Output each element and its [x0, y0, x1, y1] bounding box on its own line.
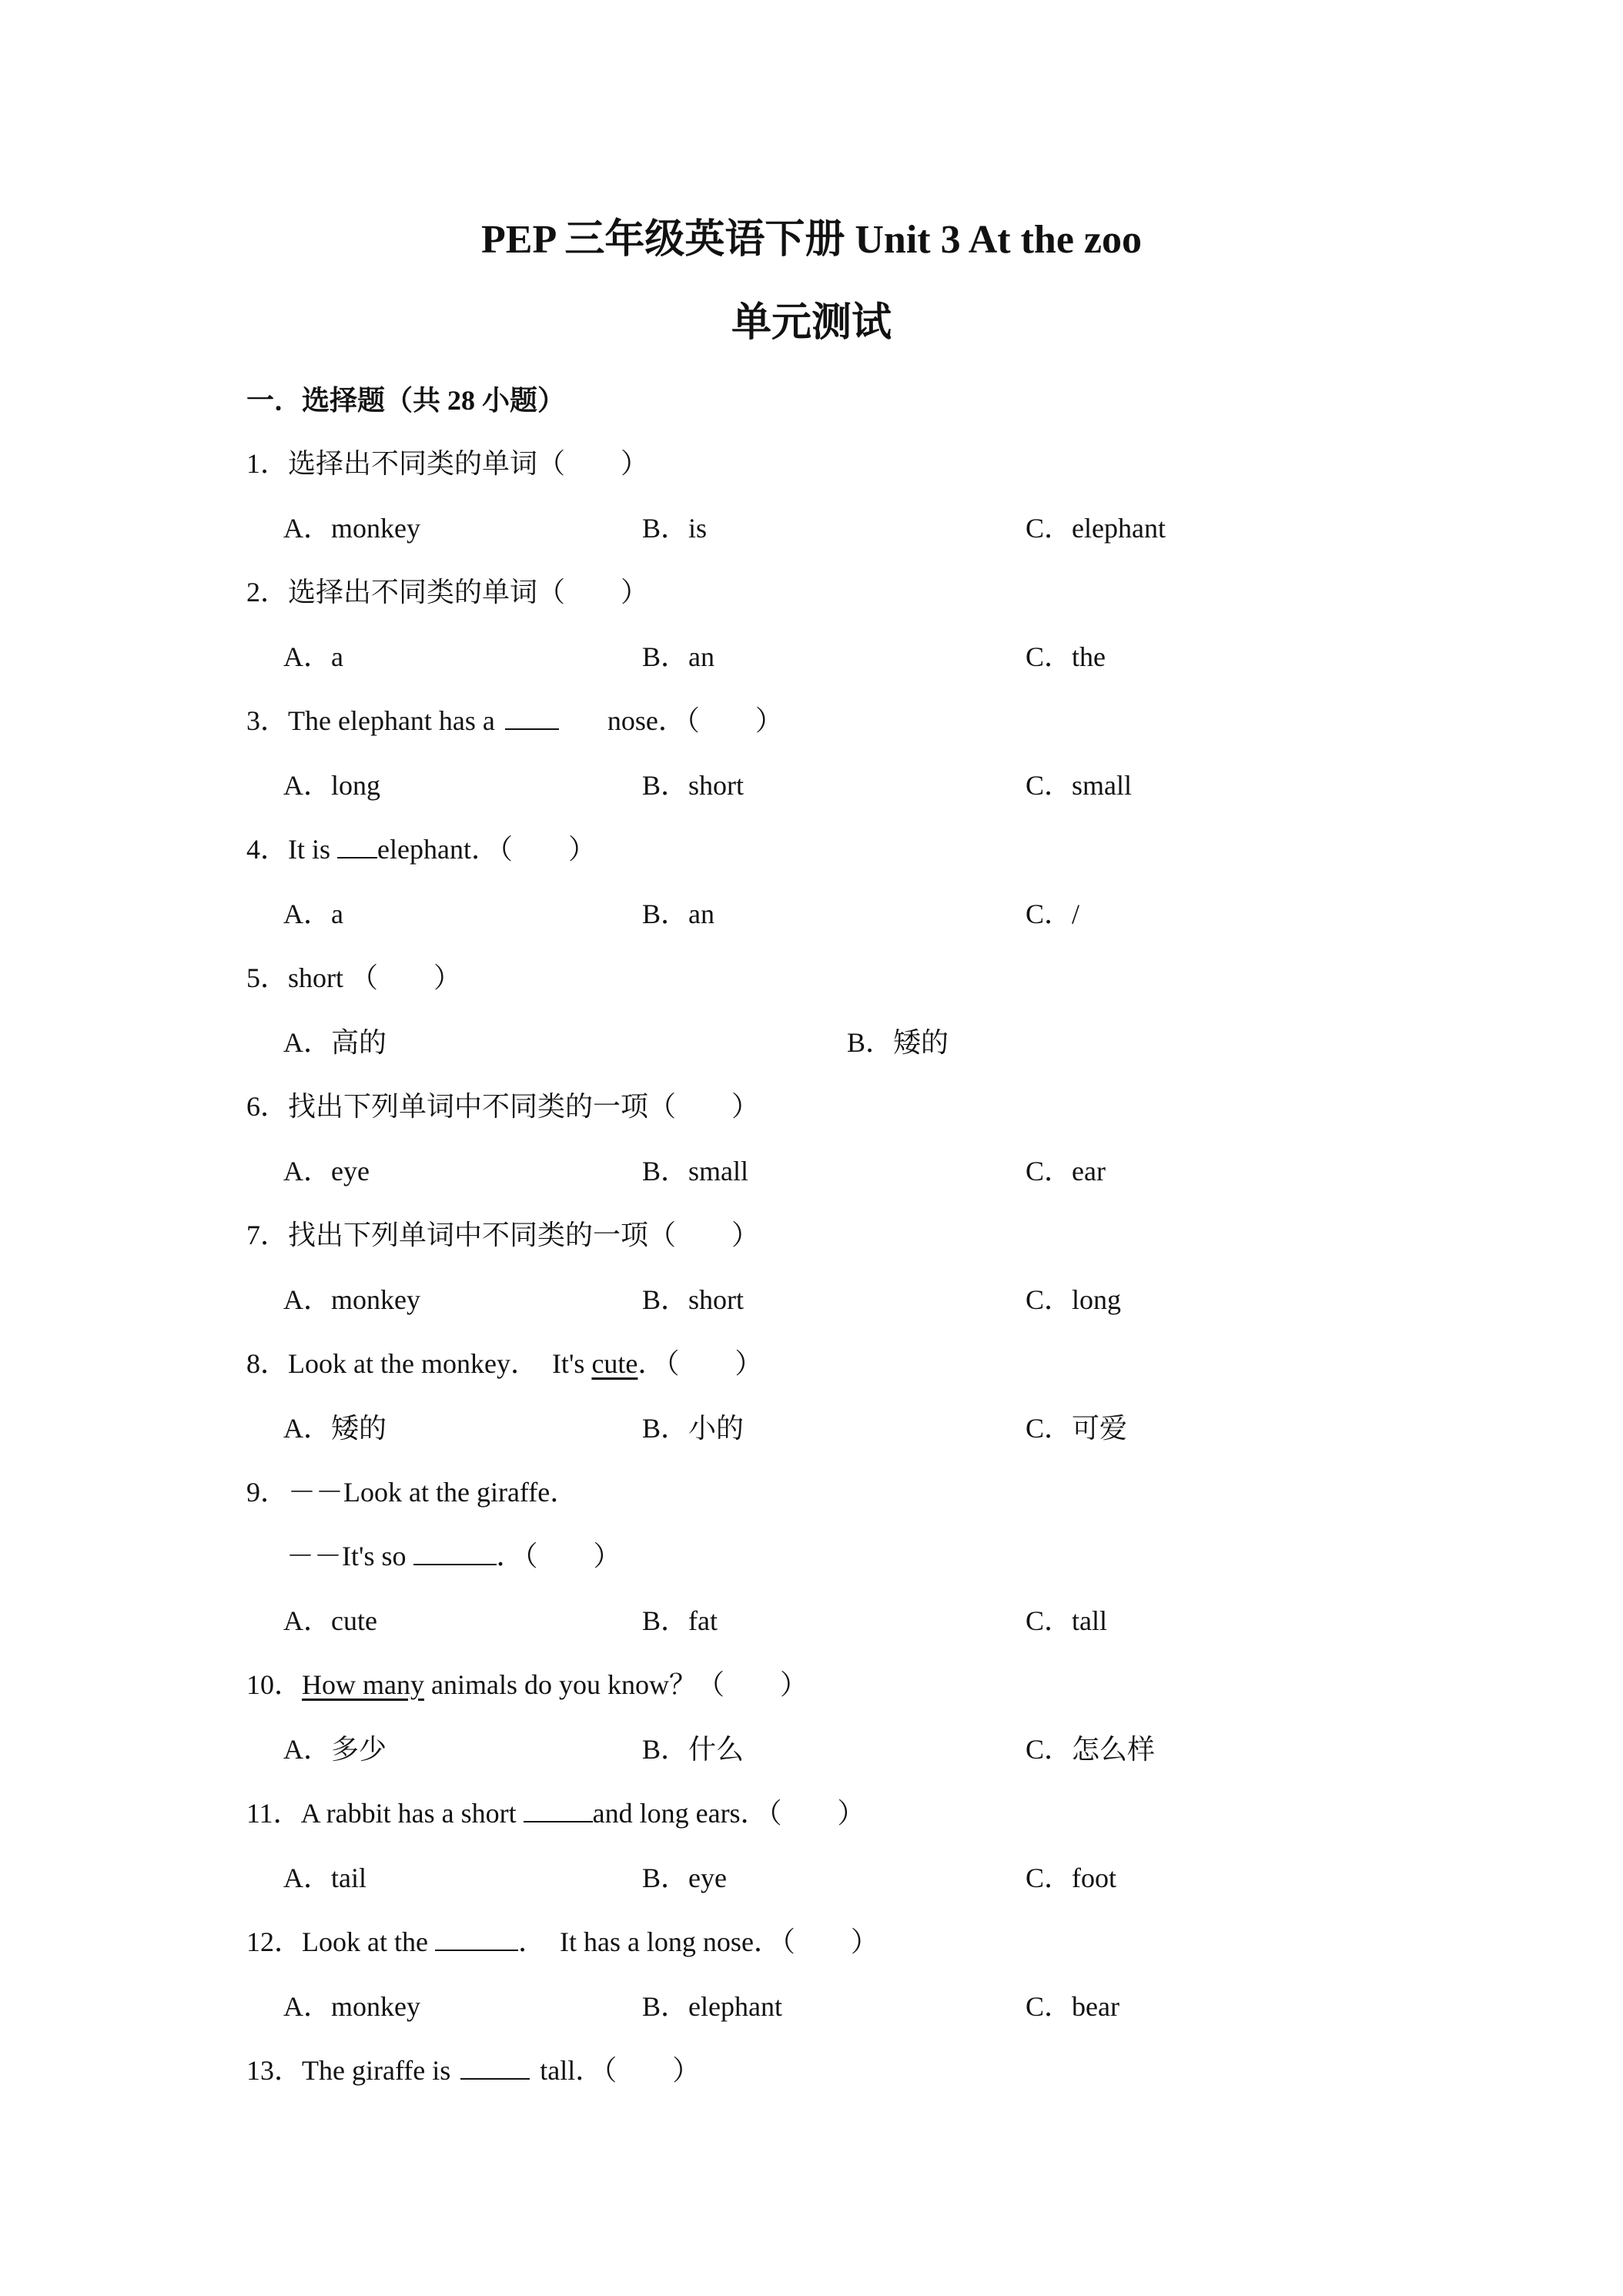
- question-number: 7．: [246, 1220, 289, 1250]
- question-number: 9．: [246, 1477, 289, 1508]
- option-b[interactable]: B．short: [642, 770, 745, 801]
- options-q5: [0, 1024, 1623, 1061]
- question-9-reply: [286, 1538, 621, 1575]
- underlined-word: cute: [591, 1348, 638, 1379]
- option-b[interactable]: B．elephant: [642, 1991, 782, 2022]
- question-4: [246, 831, 596, 868]
- question-text-start: Look at the monkey． It's: [288, 1348, 592, 1379]
- option-a[interactable]: A．tail: [283, 1863, 366, 1893]
- question-text-end: tall．（ ）: [533, 2055, 701, 2086]
- question-text-start: The elephant has a: [288, 705, 502, 736]
- worksheet-subtitle: 单元测试: [731, 301, 892, 345]
- option-c[interactable]: C．bear: [1026, 1991, 1119, 2022]
- question-text: 找出下列单词中不同类的一项（ ）: [288, 1091, 760, 1122]
- option-c[interactable]: C．ear: [1026, 1156, 1106, 1186]
- answer-blank: [524, 1795, 593, 1822]
- option-c[interactable]: C．small: [1026, 770, 1133, 801]
- option-b[interactable]: B．short: [642, 1284, 745, 1315]
- option-a[interactable]: A．monkey: [283, 513, 420, 544]
- option-c[interactable]: C．/: [1026, 899, 1080, 929]
- question-6: [246, 1088, 759, 1125]
- question-3: [246, 702, 783, 739]
- question-text-end: elephant．（ ）: [377, 834, 596, 865]
- section-heading: 一．选择题（共 28 小题）: [246, 385, 566, 416]
- option-b[interactable]: B．is: [642, 513, 708, 544]
- answer-blank: [505, 702, 559, 730]
- question-number: 12．: [246, 1926, 303, 1957]
- option-b[interactable]: B．eye: [642, 1863, 727, 1893]
- question-number: 2．: [246, 577, 289, 607]
- answer-blank: [435, 1923, 518, 1951]
- question-number: 5．: [246, 962, 289, 993]
- option-b[interactable]: B．矮的: [847, 1027, 949, 1058]
- options-q9: [0, 1602, 1623, 1639]
- option-b[interactable]: B．small: [642, 1156, 749, 1186]
- option-b[interactable]: B．小的: [642, 1413, 745, 1444]
- question-10: [246, 1666, 808, 1703]
- options-q7: [0, 1281, 1623, 1318]
- question-7: [246, 1217, 759, 1253]
- option-c[interactable]: C．the: [1026, 641, 1106, 672]
- question-text: short （ ）: [288, 962, 462, 993]
- question-number: 4．: [246, 834, 289, 865]
- question-text-end: ． It has a long nose．（ ）: [517, 1926, 878, 1957]
- question-number: 11．: [246, 1798, 301, 1829]
- options-q4: [0, 895, 1623, 932]
- option-a[interactable]: A．long: [283, 770, 381, 801]
- option-b[interactable]: B．an: [642, 899, 714, 929]
- answer-blank: [460, 2052, 530, 2080]
- options-q1: [0, 510, 1623, 547]
- question-text-end: animals do you know？（ ）: [424, 1669, 808, 1700]
- option-c[interactable]: C．怎么样: [1026, 1734, 1156, 1765]
- question-number: 13．: [246, 2055, 303, 2086]
- question-number: 3．: [246, 705, 289, 736]
- option-a[interactable]: A．矮的: [283, 1413, 387, 1444]
- option-a[interactable]: A．多少: [283, 1734, 387, 1765]
- answer-blank: [413, 1538, 497, 1565]
- question-text: 找出下列单词中不同类的一项（ ）: [288, 1220, 760, 1250]
- option-b[interactable]: B．什么: [642, 1734, 745, 1765]
- underlined-phrase: How many: [302, 1669, 424, 1700]
- question-text: 选择出不同类的单词（ ）: [288, 448, 649, 479]
- answer-blank: [337, 831, 377, 858]
- options-q12: [0, 1988, 1623, 2025]
- options-q3: [0, 767, 1623, 804]
- question-text-start: It is: [288, 834, 338, 865]
- question-2: [246, 574, 648, 611]
- question-9: [246, 1474, 577, 1511]
- question-11: [246, 1795, 865, 1832]
- question-5: [246, 959, 461, 996]
- options-q11: [0, 1859, 1623, 1896]
- option-b[interactable]: B．fat: [642, 1605, 718, 1636]
- question-number: 1．: [246, 448, 289, 479]
- question-12: [246, 1923, 878, 1960]
- option-a[interactable]: A．monkey: [283, 1991, 420, 2022]
- question-number: 8．: [246, 1348, 289, 1379]
- option-a[interactable]: A．monkey: [283, 1284, 420, 1315]
- question-text-end: nose．（ ）: [600, 705, 783, 736]
- option-a[interactable]: A．a: [283, 641, 343, 672]
- options-q10: [0, 1731, 1623, 1768]
- option-c[interactable]: C．可爱: [1026, 1413, 1128, 1444]
- question-text-start: A rabbit has a short: [300, 1798, 524, 1829]
- question-13: [246, 2052, 700, 2089]
- option-a[interactable]: A．cute: [283, 1605, 377, 1636]
- question-text: －－Look at the giraffe．: [288, 1477, 578, 1508]
- option-a[interactable]: A．a: [283, 899, 343, 929]
- option-b[interactable]: B．an: [642, 641, 714, 672]
- question-text-start: Look at the: [302, 1926, 435, 1957]
- option-c[interactable]: C．tall: [1026, 1605, 1107, 1636]
- question-text-end: ．（ ）: [637, 1348, 763, 1379]
- option-a[interactable]: A．高的: [283, 1027, 387, 1058]
- options-q2: [0, 638, 1623, 675]
- options-q6: [0, 1153, 1623, 1190]
- option-a[interactable]: A．eye: [283, 1156, 370, 1186]
- question-number: 10．: [246, 1669, 303, 1700]
- option-c[interactable]: C．elephant: [1026, 513, 1166, 544]
- question-8: [246, 1345, 762, 1382]
- reply-text-start: －－It's so: [286, 1541, 413, 1571]
- question-text-start: The giraffe is: [302, 2055, 458, 2086]
- options-q8: [0, 1410, 1623, 1447]
- question-text-end: and long ears．（ ）: [592, 1798, 865, 1829]
- reply-text-end: ．（ ）: [496, 1541, 621, 1571]
- option-c[interactable]: C．long: [1026, 1284, 1122, 1315]
- question-1: [246, 445, 648, 482]
- option-c[interactable]: C．foot: [1026, 1863, 1117, 1893]
- worksheet-title: PEP 三年级英语下册 Unit 3 At the zoo: [481, 218, 1142, 262]
- question-text: 选择出不同类的单词（ ）: [288, 577, 649, 607]
- question-number: 6．: [246, 1091, 289, 1122]
